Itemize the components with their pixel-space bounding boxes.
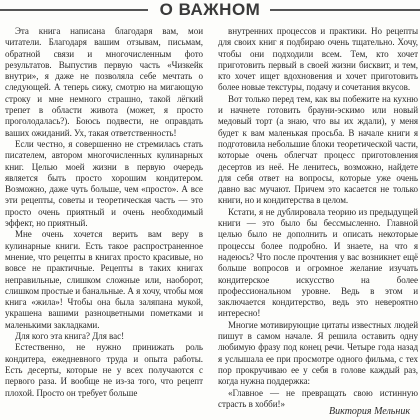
- heading-rule-right: [270, 9, 420, 11]
- quote-paragraph: «Главное — не превращать свою истинную страсть в хобби!»: [218, 387, 418, 409]
- paragraph: Для кого эта книга? Для вас!: [15, 331, 125, 342]
- page-title: О ВАЖНОМ: [159, 0, 261, 19]
- paragraph: Многие мотивирующие цитаты известных людей пишут в самом начале. Я решила оставить одну любимую фразу под конец речи. Четыре года назад я услышала ее при просмотре одного фильма, с тех пор прокручиваю ее у себя в голове каждый раз, когда нужна поддержка:: [218, 319, 418, 387]
- paragraph: Естественно, не нужно принижать роль кондитера, ежедневного труда и опыта работы. Есть десерты, которые не у всех получаются с первого раза. И вообще не из-за того, что рецепт плохой. Просто он требует больше: [5, 342, 203, 398]
- text-column-left: [5, 26, 203, 399]
- text-column-right: [218, 26, 418, 410]
- paragraph: внутренних процессов и практики. Но рецепты для своих книг я подбираю очень тщательно. Хочу, чтобы они подходили всем. Тем, кто хочет приготовить первый в своей жизни бисквит, и тем, кто хочет ищет вдохновения и хочет приготовить более новые текстуры, подачу и сочетания вкусов.: [218, 26, 418, 93]
- section-heading: [0, 0, 420, 20]
- paragraph: Эта книга написана благодаря вам, мои читатели. Благодаря вашим отзывам, письмам, обратной связи и многочисленным фото результатов. Выпустив первую часть «Чизкейк внутри», я даже не позволяла себе мечтать о следующей. А теперь сижу, смотрю на мигающую строку и мне немного страшно, такой лёгкий трепет в области живота (может, я просто проголодалась?). Боюсь подвести, не оправдать ваших ожиданий. Ух, такая ответственность!: [5, 26, 203, 138]
- paragraph: Если честно, я совершенно не стремилась стать писателем, автором многочисленных кулинарных книг. Целью моей жизни в первую очередь является быть просто хорошим кондитером. Возможно, даже чуть больше, чем «просто». А все эти рецепты, советы и теоретическая часть — это просто очень приятный и очень необходимый эффект, но приятный.: [5, 138, 203, 229]
- author-signature: Виктория Мельник: [329, 406, 410, 417]
- paragraph: Мне очень хочется верить вам веру в кулинарные книги. Есть такое распространенное мнение, что рецепты в книгах просто красивые, но вовсе не практичные. Рецепты в таких книгах неправильные, слишком сложные или, наоборот, слишком простые и банальные. А я хочу, чтобы моя книга «жила»! Чтобы она была заляпана мукой, украшена вашими разноцветными пометками и маленькими закладками.: [5, 229, 203, 330]
- heading-rule-left: [0, 9, 148, 11]
- paragraph: Кстати, я не дублировала теорию из предыдущей книги — это было бы бессмысленно. Главной целью было не дополнить и описать некоторые процессы более подробно. И знаете, на что я надеюсь? Что после прочтения у вас возникнет ещё больше вопросов и огромное желание изучать кондитерское искусство на более профессиональном уровне. Ведь в этом и заключается кондитерство, ведь это невероятно интересно!: [218, 206, 418, 319]
- paragraph: Вот только перед тем, как вы побежите на кухню и начнете готовить брауни-эскимо или новый медовый торт (а знаю, что вы их ждали), у меня будет к вам маленькая просьба. В начале книги я подготовила небольшие блоки теоретической части, которые очень облегчат процесс приготовления десертов из неё. Не ленитесь, возможно, найдете для себя ответ на вопросы, которые уже очень давно вас мучают. Причем это касается не только книги, но и кондитерства в целом.: [218, 93, 418, 206]
